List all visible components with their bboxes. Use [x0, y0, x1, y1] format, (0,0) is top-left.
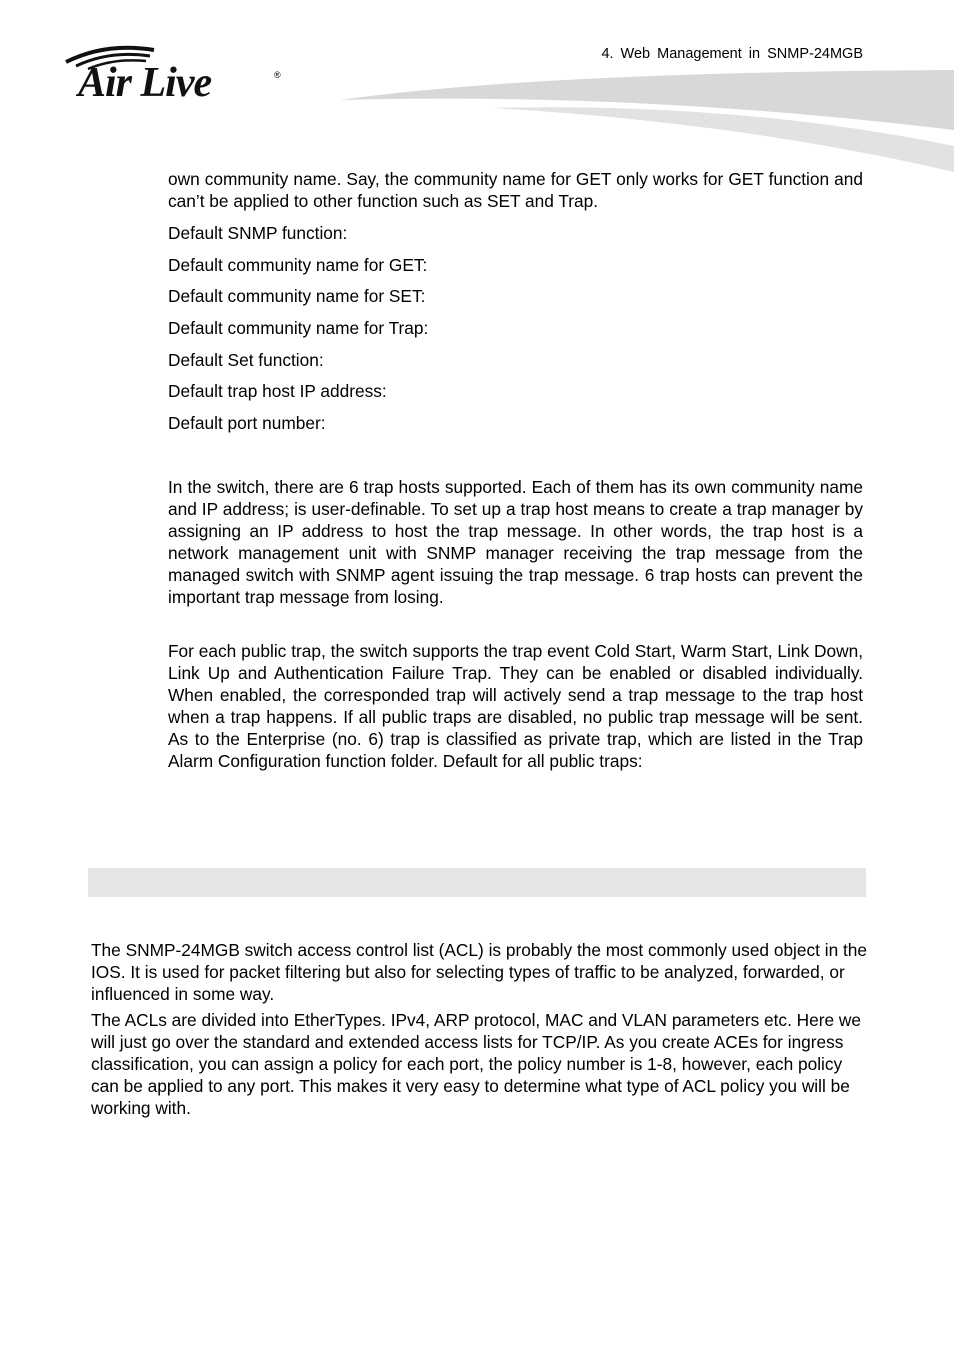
acl-paragraph-2: The ACLs are divided into EtherTypes. IPv4, ARP protocol, MAC and VLAN parameters etc. Here we will just go over the standard and extended access lists for TCP/IP. As you create ACEs for ingress classification, you can assign a policy for each port, the policy number is 1-8, however, each policy can be applied to any port. This makes it very easy to determine what type of ACL policy you will be working with.	[91, 1010, 862, 1118]
default-trap-host-ip-label: Default trap host IP address:	[168, 381, 387, 401]
section-heading-bar	[88, 868, 866, 897]
default-community-trap-label: Default community name for Trap:	[168, 318, 429, 338]
public-trap-paragraph: For each public trap, the switch supports the trap event Cold Start, Warm Start, Link Down, Link Up and Authentication Failure Trap. They can be enabled or disabled individually. When enabled, the corresponded trap will actively send a trap message to the trap host when a trap happens. If all public traps are disabled, no public trap message will be sent. As to the Enterprise (no. 6) trap is classified as private trap, which are listed in the Trap Alarm Configuration function folder. Default for all public traps:	[168, 641, 863, 771]
default-snmp-function-label: Default SNMP function:	[168, 223, 348, 243]
header-swoosh-graphic	[340, 62, 954, 182]
logo-wordmark: Air Live	[78, 60, 212, 106]
airlive-logo	[62, 40, 292, 106]
default-set-function-label: Default Set function:	[168, 350, 324, 370]
registered-mark: ®	[274, 70, 281, 80]
trap-hosts-paragraph: In the switch, there are 6 trap hosts supported. Each of them has its own community name and IP address; is user-definable. To set up a trap host means to create a trap manager by assigning an IP address to host the trap message. In other words, the trap host is a network management unit with SNMP manager receiving the trap message from the managed switch with SNMP agent issuing the trap message. 6 trap hosts can prevent the important trap message from losing.	[168, 477, 863, 607]
default-community-get-label: Default community name for GET:	[168, 255, 428, 275]
default-community-set-label: Default community name for SET:	[168, 286, 426, 306]
chapter-heading: 4. Web Management in SNMP-24MGB	[601, 46, 863, 62]
default-port-number-label: Default port number:	[168, 413, 326, 433]
snmp-intro-paragraph: own community name. Say, the community name for GET only works for GET function and can’t be applied to other function such as SET and Trap.	[168, 169, 863, 211]
acl-paragraph-1: The SNMP-24MGB switch access control list (ACL) is probably the most commonly used object in the IOS. It is used for packet filtering but also for selecting types of traffic to be analyzed, forwarded, or influenced in some way.	[91, 940, 868, 1004]
